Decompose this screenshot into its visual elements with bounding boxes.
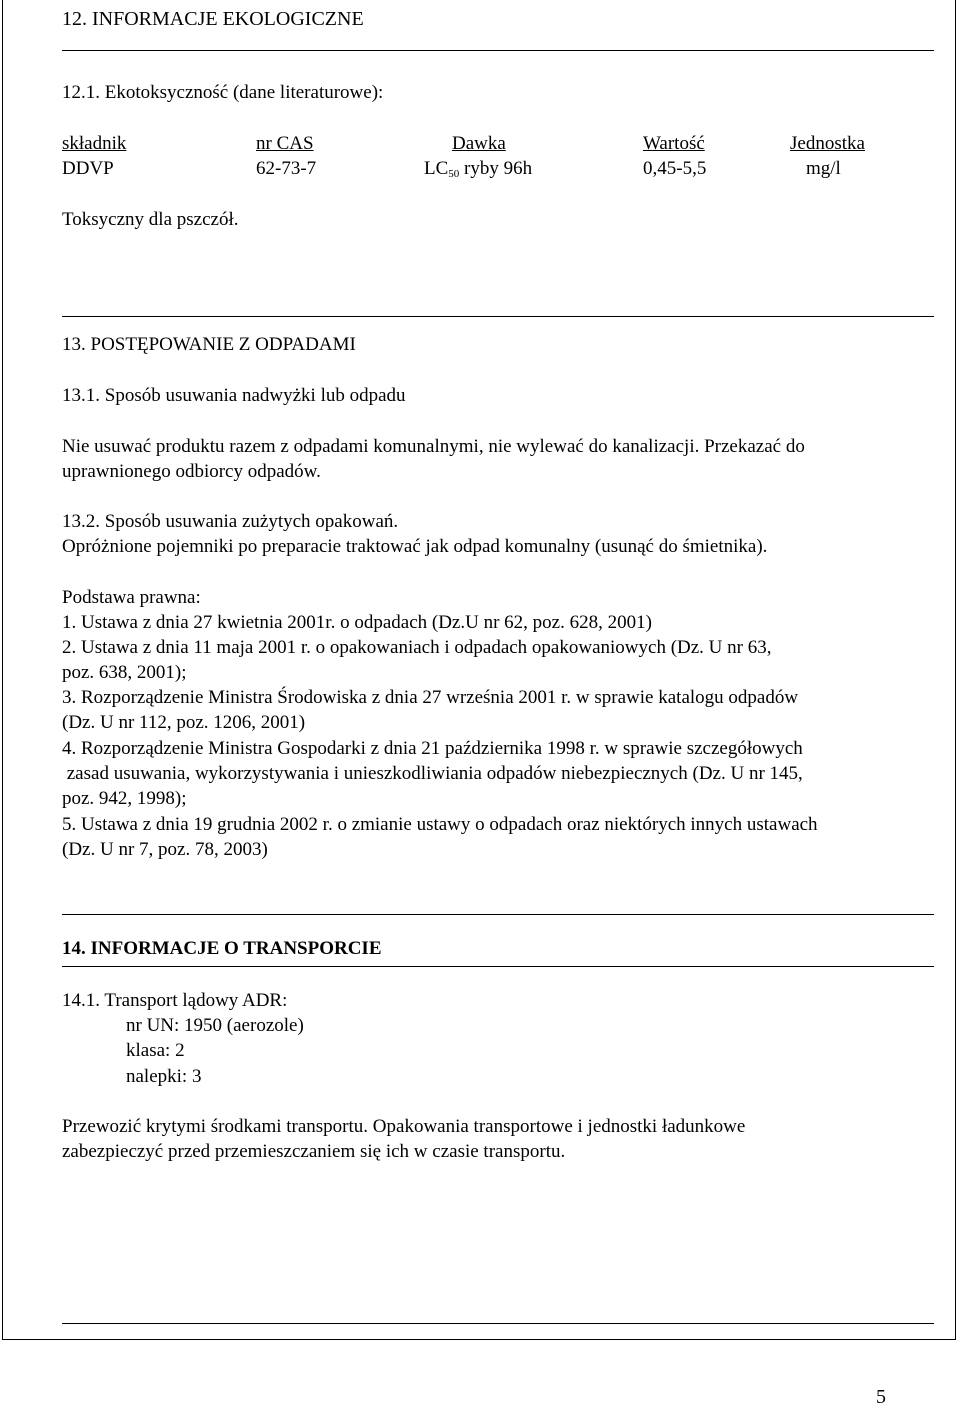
legal-line: 1. Ustawa z dnia 27 kwietnia 2001r. o odpadach (Dz.U nr 62, poz. 628, 2001) bbox=[62, 612, 652, 633]
legal-line: 3. Rozporządzenie Ministra Środowiska z dnia 27 września 2001 r. w sprawie katalogu odpadów bbox=[62, 687, 799, 708]
un-number: nr UN: 1950 (aerozole) bbox=[126, 1015, 304, 1036]
col-header-unit: Jednostka bbox=[790, 133, 865, 154]
cell-unit: mg/l bbox=[806, 158, 841, 179]
divider bbox=[62, 316, 934, 317]
cell-value: 0,45-5,5 bbox=[643, 158, 707, 179]
col-header-value: Wartość bbox=[643, 133, 705, 154]
legal-line: (Dz. U nr 7, poz. 78, 2003) bbox=[62, 839, 268, 860]
legal-line: 2. Ustawa z dnia 11 maja 2001 r. o opakowaniach i odpadach opakowaniowych (Dz. U nr 63, bbox=[62, 637, 772, 658]
divider bbox=[62, 966, 934, 967]
col-header-cas: nr CAS bbox=[256, 133, 314, 154]
legal-line: 4. Rozporządzenie Ministra Gospodarki z dnia 21 października 1998 r. w sprawie szczegółowych bbox=[62, 738, 803, 759]
section-14-1-title: 14.1. Transport lądowy ADR: bbox=[62, 990, 288, 1011]
dose-prefix: LC bbox=[424, 158, 449, 179]
legal-line: (Dz. U nr 112, poz. 1206, 2001) bbox=[62, 712, 306, 733]
paragraph-line: uprawnionego odbiorcy odpadów. bbox=[62, 461, 321, 482]
cell-cas: 62-73-7 bbox=[256, 158, 317, 179]
cell-dose bbox=[424, 158, 532, 185]
section-13-2-title: 13.2. Sposób usuwania zużytych opakowań. bbox=[62, 511, 399, 532]
legal-basis-label: Podstawa prawna: bbox=[62, 587, 201, 608]
section-12-1-title: 12.1. Ekotoksyczność (dane literaturowe): bbox=[62, 82, 384, 103]
cell-component: DDVP bbox=[62, 158, 114, 179]
legal-line: poz. 638, 2001); bbox=[62, 662, 187, 683]
dose-suffix: ryby 96h bbox=[459, 158, 533, 179]
legal-line: zasad usuwania, wykorzystywania i unieszkodliwiania odpadów niebezpiecznych (Dz. U nr 145, bbox=[62, 763, 803, 784]
divider bbox=[62, 1323, 934, 1324]
divider bbox=[62, 914, 934, 915]
section-14-heading: 14. INFORMACJE O TRANSPORCIE bbox=[62, 938, 382, 959]
hazard-class: klasa: 2 bbox=[126, 1040, 185, 1061]
paragraph-line: Opróżnione pojemniki po preparacie traktować jak odpad komunalny (usunąć do śmietnika). bbox=[62, 536, 768, 557]
dose-subscript: 50 bbox=[448, 168, 460, 180]
legal-line: 5. Ustawa z dnia 19 grudnia 2002 r. o zmianie ustawy o odpadach oraz niektórych innych ustawach bbox=[62, 814, 818, 835]
section-13-1-title: 13.1. Sposób usuwania nadwyżki lub odpadu bbox=[62, 385, 406, 406]
divider bbox=[62, 50, 934, 51]
col-header-dose: Dawka bbox=[452, 133, 506, 154]
paragraph-line: Nie usuwać produktu razem z odpadami komunalnymi, nie wylewać do kanalizacji. Przekazać do bbox=[62, 436, 805, 457]
hazard-labels: nalepki: 3 bbox=[126, 1066, 202, 1087]
paragraph-line: Przewozić krytymi środkami transportu. Opakowania transportowe i jednostki ładunkowe bbox=[62, 1116, 746, 1137]
page-number: 5 bbox=[876, 1386, 886, 1408]
col-header-component: składnik bbox=[62, 133, 127, 154]
bee-toxicity-note: Toksyczny dla pszczół. bbox=[62, 209, 239, 230]
legal-line: poz. 942, 1998); bbox=[62, 788, 187, 809]
paragraph-line: zabezpieczyć przed przemieszczaniem się ich w czasie transportu. bbox=[62, 1141, 566, 1162]
section-12-heading: 12. INFORMACJE EKOLOGICZNE bbox=[62, 8, 364, 30]
section-13-heading: 13. POSTĘPOWANIE Z ODPADAMI bbox=[62, 334, 356, 355]
